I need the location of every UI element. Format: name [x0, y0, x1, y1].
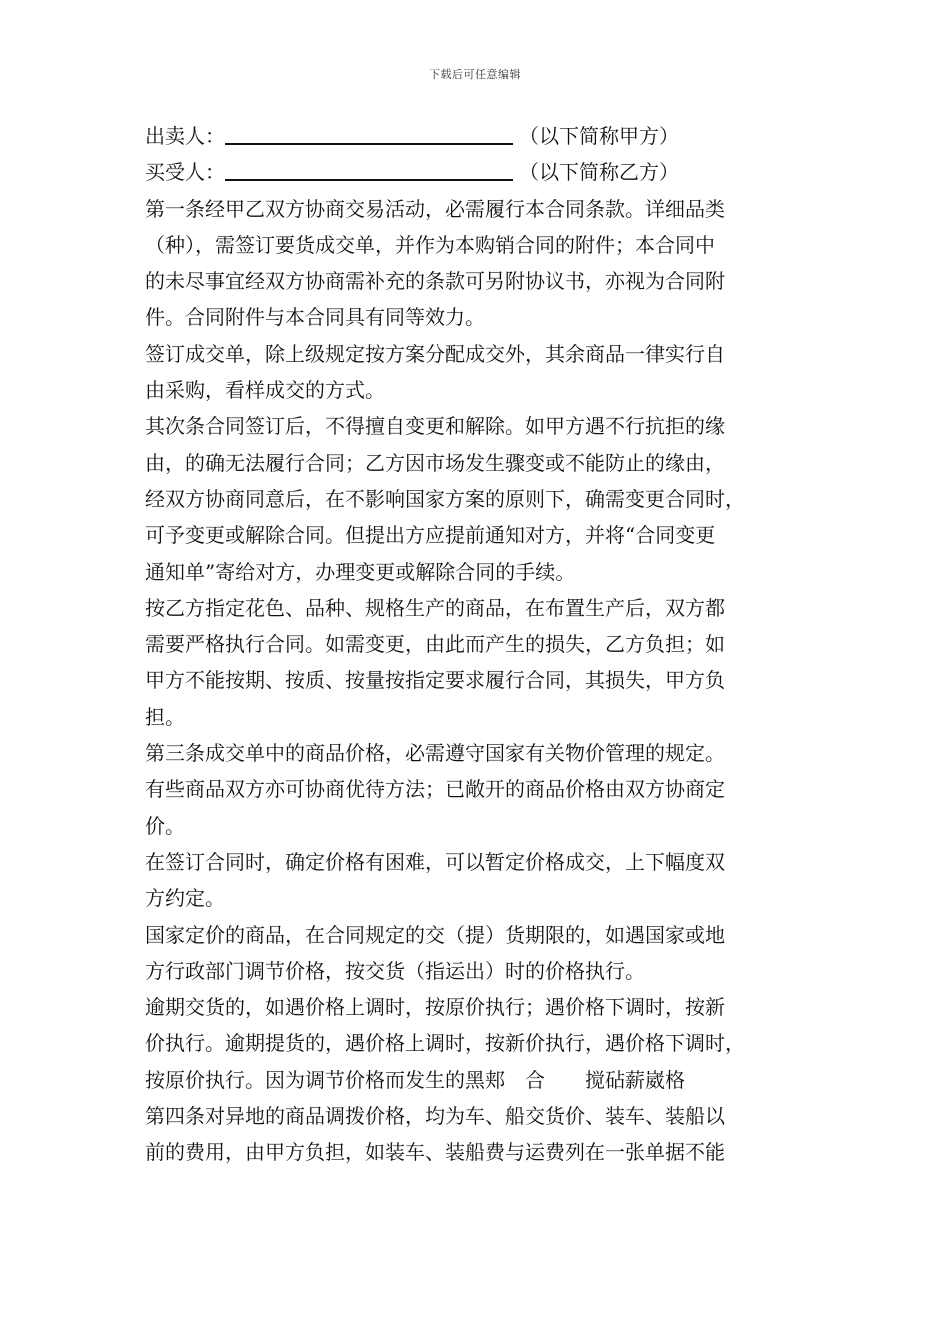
buyer-suffix: （以下简称乙方） [519, 160, 679, 185]
buyer-blank-field[interactable] [225, 159, 513, 181]
text-line: 在签订合同时，确定价格有困难，可以暂定价格成交，上下幅度双 [145, 849, 725, 874]
buyer-line [145, 154, 825, 190]
text-line: 有些商品双方亦可协商优待方法；已敞开的商品价格由双方协商定 [145, 777, 725, 802]
text-line: 价。 [145, 813, 185, 838]
text-line: 方行政部门调节价格，按交货（指运出）时的价格执行。 [145, 958, 645, 983]
text-line: 甲方不能按期、按质、按量按指定要求履行合同，其损失，甲方负 [145, 668, 725, 693]
text-line: 前的费用，由甲方负担，如装车、装船费与运费列在一张单据不能 [145, 1140, 725, 1165]
contract-body [145, 118, 825, 1171]
text-line: 的未尽事宜经双方协商需补充的条款可另附协议书，亦视为合同附 [145, 269, 725, 294]
text-line: 担。 [145, 704, 185, 729]
text-line: 逾期交货的，如遇价格上调时，按原价执行；遇价格下调时，按新 [145, 995, 725, 1020]
text-line: 其次条合同签订后，不得擅自变更和解除。如甲方遇不行抗拒的缘 [145, 414, 725, 439]
text-line: 件。合同附件与本合同具有同等效力。 [145, 305, 485, 330]
text-line: 价执行。逾期提货的，遇价格上调时，按新价执行，遇价格下调时， [145, 1031, 745, 1056]
text-line: 第四条对异地的商品调拨价格，均为车、船交货价、装车、装船以 [145, 1104, 725, 1129]
page-header: 下载后可任意编辑 [429, 68, 521, 81]
seller-label: 出卖人： [145, 124, 225, 148]
text-line: 国家定价的商品，在合同规定的交（提）货期限的，如遇国家或地 [145, 922, 725, 947]
buyer-label: 买受人： [145, 160, 225, 185]
text-line: 由，的确无法履行合同；乙方因市场发生骤变或不能防止的缘由， [145, 450, 725, 475]
text-line: 经双方协商同意后，在不影响国家方案的原则下，确需变更合同时， [145, 486, 745, 511]
seller-line [145, 118, 825, 154]
text-line: 可予变更或解除合同。但提出方应提前通知对方，并将“合同变更 [145, 523, 716, 548]
text-line: 按原价执行。因为调节价格而发生的黑郏 合 搅砧薪崴格 [145, 1067, 685, 1092]
text-line: 签订成交单，除上级规定按方案分配成交外，其余商品一律实行自 [145, 341, 725, 366]
text-line: 第三条成交单中的商品价格，必需遵守国家有关物价管理的规定。 [145, 741, 725, 766]
text-line: 按乙方指定花色、品种、规格生产的商品，在布置生产后，双方都 [145, 595, 725, 620]
seller-suffix: （以下简称甲方） [519, 124, 679, 148]
text-line: 第一条经甲乙双方协商交易活动，必需履行本合同条款。详细品类 [145, 196, 725, 221]
text-line: 由采购，看样成交的方式。 [145, 378, 385, 403]
text-line: 方约定。 [145, 886, 225, 911]
text-line: （种），需签订要货成交单，并作为本购销合同的附件；本合同中 [145, 232, 715, 257]
text-line: 通知单”寄给对方，办理变更或解除合同的手续。 [145, 559, 576, 584]
seller-blank-field[interactable] [225, 123, 513, 145]
text-line: 需要严格执行合同。如需变更，由此而产生的损失，乙方负担；如 [145, 632, 725, 657]
